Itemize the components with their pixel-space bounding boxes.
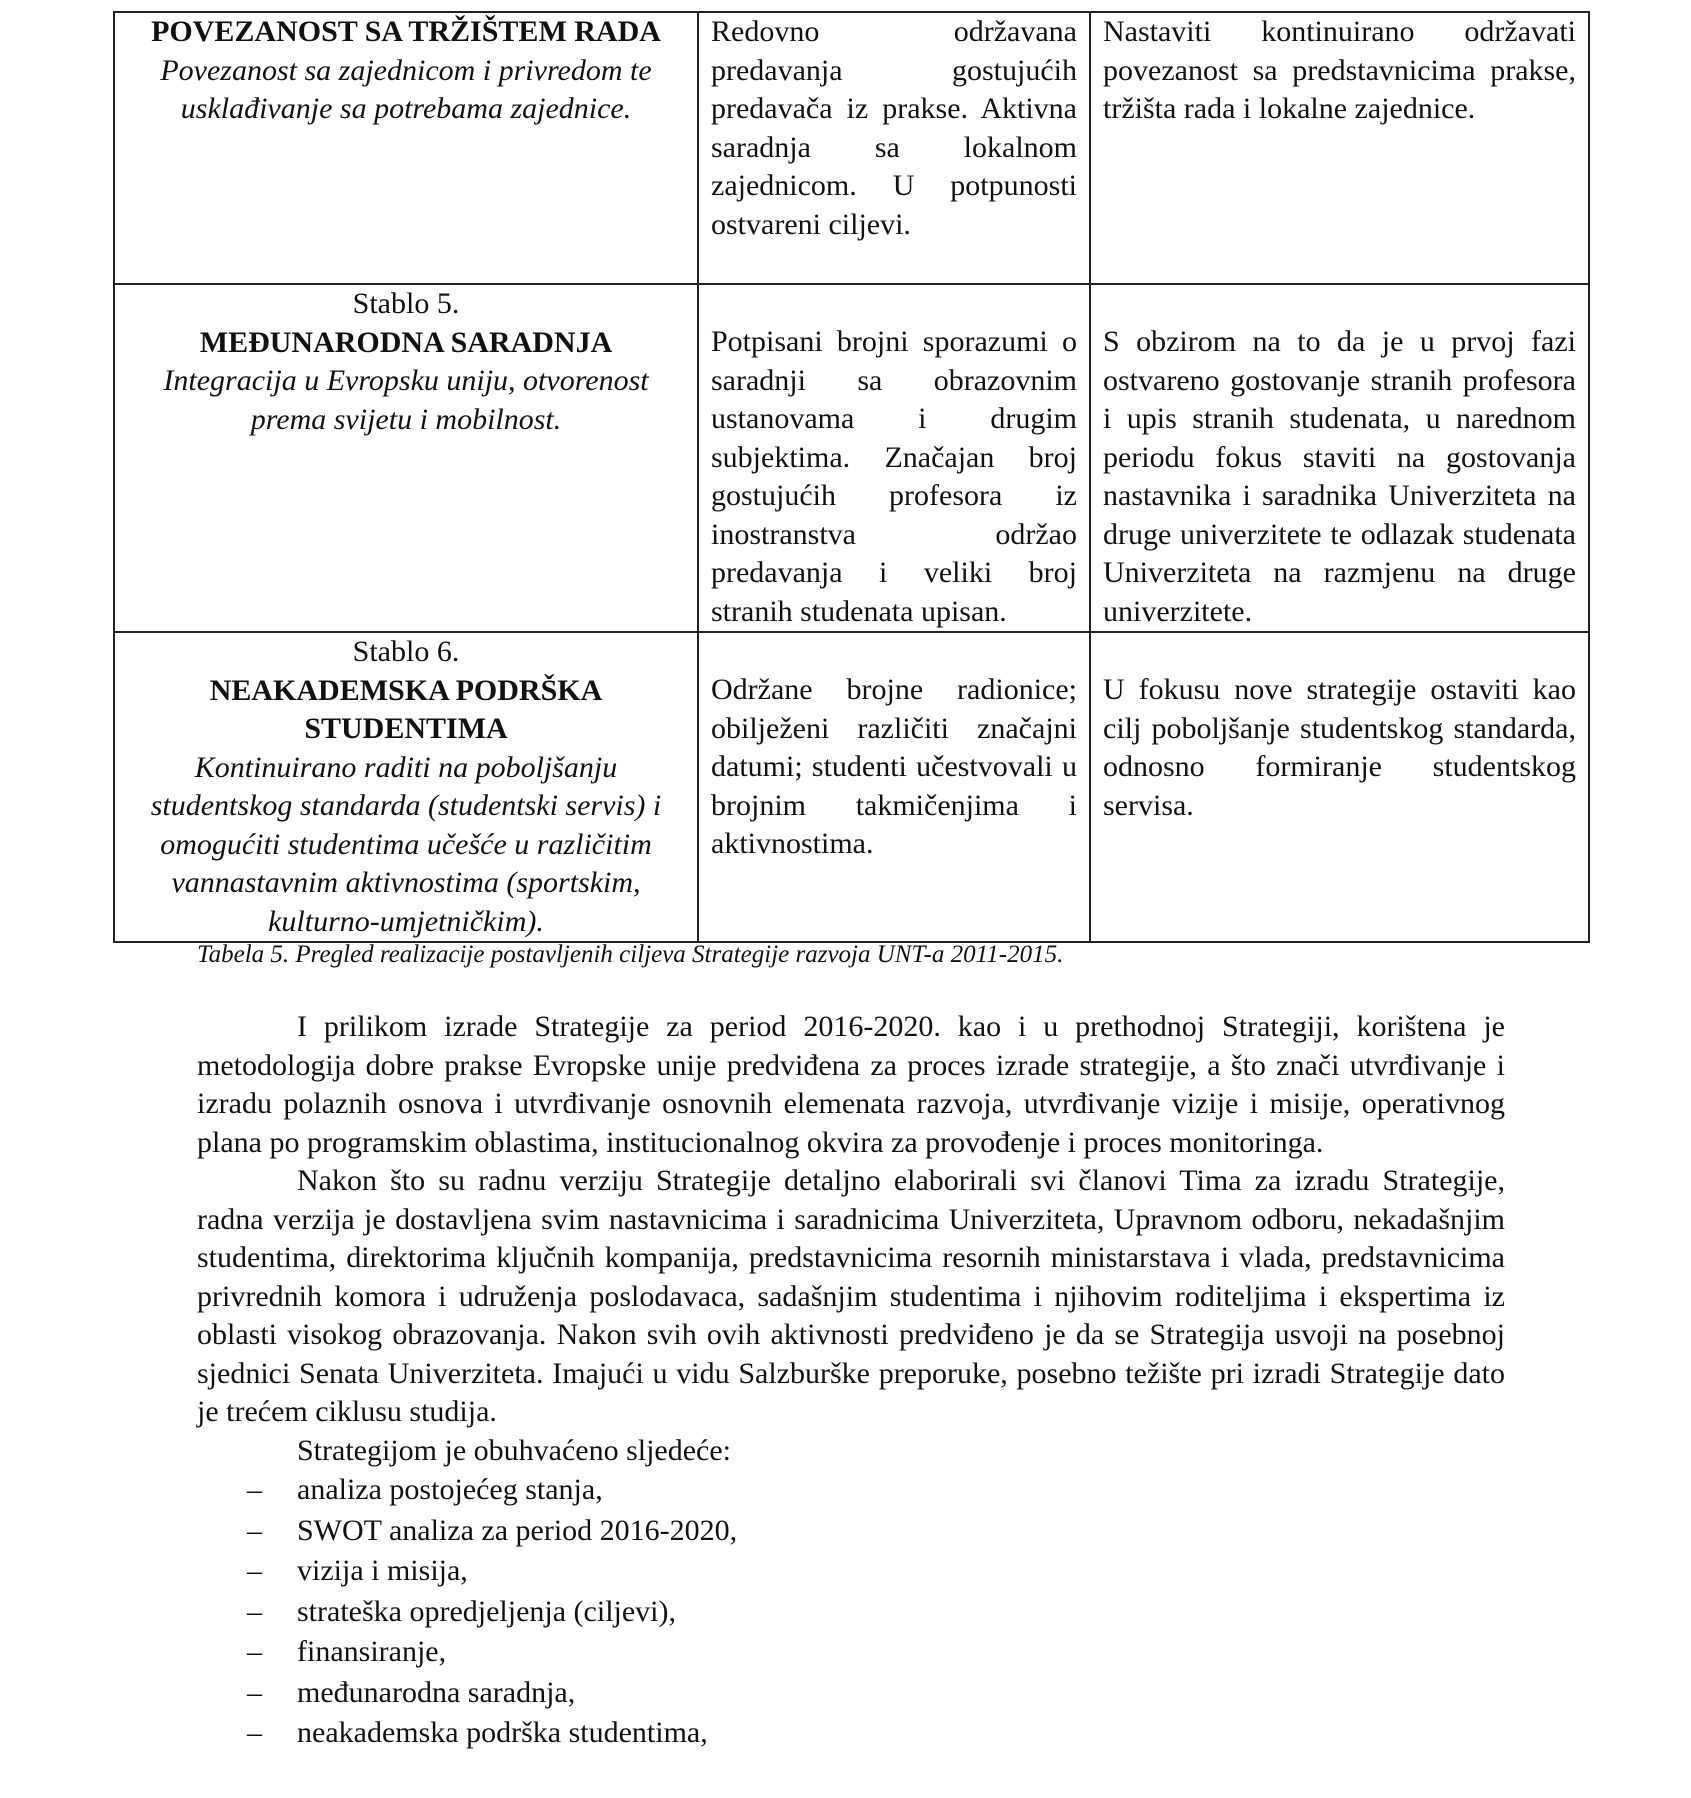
scope-list xyxy=(197,1470,1505,1754)
table-row xyxy=(114,632,1589,942)
dash-marker: – xyxy=(247,1675,262,1709)
area-title: MEĐUNARODNA SARADNJA xyxy=(199,325,613,359)
dash-marker: – xyxy=(247,1473,262,1506)
area-description: Kontinuirano raditi na poboljšanju studentskog standarda (studentski servis) i omogućiti studentima učešće u različitim vannastavnim aktivnostima (sportskim, kulturno-umjetničkim). xyxy=(150,750,662,938)
dash-marker: – xyxy=(247,1716,262,1749)
area-cell xyxy=(114,284,698,632)
list-item: – SWOT analiza za period 2016-2020, xyxy=(197,1511,1505,1552)
list-item: – međunarodna saradnja, xyxy=(197,1673,1505,1714)
goals-table xyxy=(113,11,1590,943)
status-cell xyxy=(698,284,1090,632)
dash-marker: – xyxy=(247,1635,262,1668)
body-text xyxy=(197,1008,1505,1754)
paragraph: Nakon što su radnu verziju Strategije detaljno elaborirali svi članovi Tima za izradu Strategije, radna verzija je dostavljena svim nastavnicima i saradnicima Univerziteta, Upravnom odboru, nekadašnjim studentima, direktorima ključnih kompanija, predstavnicima resornih ministarstava i vlada, predstavnicima privrednih komora i udruženja poslodavaca, sadašnjim studentima i njihovim roditeljima i ekspertima iz oblasti visokog obrazovanja. Nakon svih ovih aktivnosti predviđeno je da se Strategija usvoji na posebnoj sjednici Senata Univerziteta. Imajući u vidu Salzburške preporuke, posebno težište pri izradi Strategije dato je trećem ciklusu studija. xyxy=(197,1164,1505,1428)
tree-label: Stablo 6. xyxy=(352,635,460,668)
area-title: POVEZANOST SA TRŽIŠTEM RADA xyxy=(151,15,661,48)
table-caption: Tabela 5. Pregled realizacije postavljenih ciljeva Strategije razvoja UNT-a 2011-2015. xyxy=(197,941,1064,968)
list-item: – finansiranje, xyxy=(197,1632,1505,1673)
paragraph: I prilikom izrade Strategije za period 2016-2020. kao i u prethodnoj Strategiji, korištena je metodologija dobre prakse Evropske unije predviđena za proces izrade strategije, a što znači utvrđivanje i izradu polaznih osnova i utvrđivanje osnovnih elemenata razvoja, utvrđivanje vizije i misije, operativnog plana po programskim oblastima, institucionalnog okvira za provođenje i proces monitoringa. xyxy=(197,1010,1505,1159)
recommendation-cell xyxy=(1090,632,1589,942)
table-row xyxy=(114,284,1589,632)
area-cell xyxy=(114,12,698,284)
tree-label: Stablo 5. xyxy=(352,287,460,320)
area-cell xyxy=(114,632,698,942)
dash-marker: – xyxy=(247,1554,262,1587)
list-item: – neakademska podrška studentima, xyxy=(197,1713,1505,1754)
list-intro: Strategijom je obuhvaćeno sljedeće: xyxy=(297,1433,732,1467)
dash-marker: – xyxy=(247,1513,262,1547)
area-description: Integracija u Evropsku uniju, otvorenost prema svijetu i mobilnost. xyxy=(163,364,649,436)
status-cell xyxy=(698,632,1090,942)
recommendation-text: S obzirom na to da je u prvoj fazi ostvareno gostovanje stranih profesora i upis stranih studenata, u narednom periodu fokus staviti na gostovanja nastavnika i saradnika Univerziteta na druge univerzitete te odlazak studenata Univerziteta na razmjenu na druge univerzitete. xyxy=(1103,325,1576,628)
status-cell: Redovno održavana predavanja gostujućih predavača iz prakse. Aktivna saradnja sa lokalnom zajednicom. U potpunosti ostvareni ciljevi. xyxy=(698,12,1090,284)
area-title: NEAKADEMSKA PODRŠKA STUDENTIMA xyxy=(209,673,603,745)
table-row xyxy=(114,12,1589,284)
recommendation-text: U fokusu nove strategije ostaviti kao cilj poboljšanje studentskog standarda, odnosno formiranje studentskog servisa. xyxy=(1103,673,1576,822)
recommendation-cell: Nastaviti kontinuirano održavati povezanost sa predstavnicima prakse, tržišta rada i lokalne zajednice. xyxy=(1090,12,1589,284)
dash-marker: – xyxy=(247,1594,262,1628)
area-description: Povezanost sa zajednicom i privredom te usklađivanje sa potrebama zajednice. xyxy=(160,53,652,125)
list-item: – vizija i misija, xyxy=(197,1551,1505,1592)
recommendation-cell xyxy=(1090,284,1589,632)
list-item: – analiza postojećeg stanja, xyxy=(197,1470,1505,1511)
list-item: – strateška opredjeljenja (ciljevi), xyxy=(197,1592,1505,1633)
status-text: Održane brojne radionice; obilježeni različiti značajni datumi; studenti učestvovali u brojnim takmičenjima i aktivnostima. xyxy=(711,673,1077,860)
status-text: Potpisani brojni sporazumi o saradnji sa obrazovnim ustanovama i drugim subjektima. Značajan broj gostujućih profesora iz inostranstva održao predavanja i veliki broj stranih studenata upisan. xyxy=(711,325,1077,628)
